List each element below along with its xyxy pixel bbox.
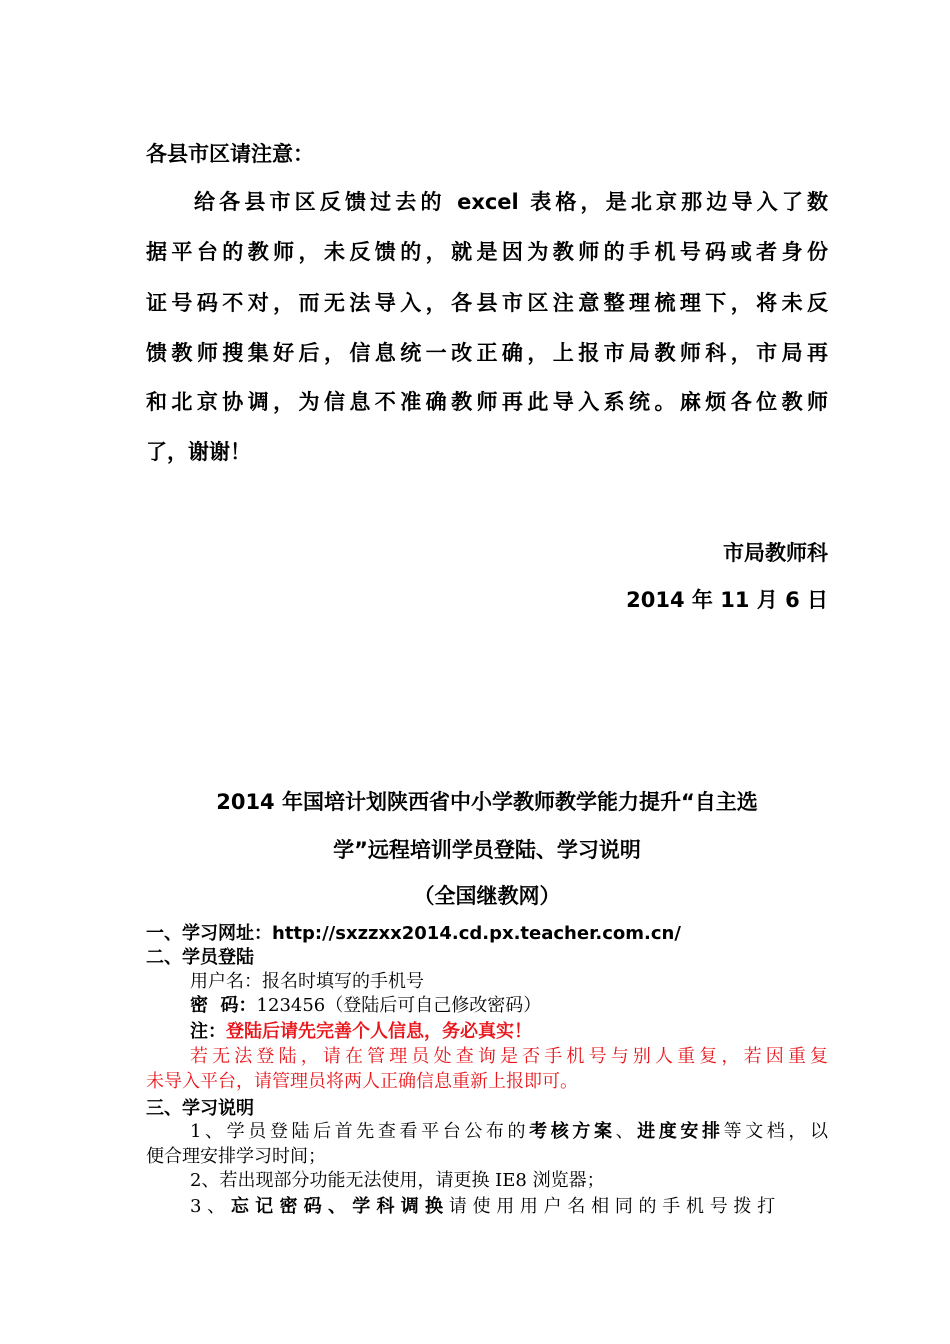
notice-body-line-3: 证号码不对，而无法导入，各县市区注意整理梳理下，将未反	[146, 291, 828, 315]
item-1-line-1	[190, 1120, 828, 1144]
password-line	[190, 994, 828, 1018]
password-value: 123456（登陆后可自己修改密码）	[256, 995, 542, 1016]
item-1-sep: 、	[615, 1121, 638, 1142]
username-line	[190, 970, 828, 994]
guide-title-line-3: （全国继教网）	[413, 884, 561, 908]
guide-title-line-1: 2014 年国培计划陕西省中小学教师教学能力提升“自主选	[216, 790, 758, 814]
notice-greeting: 各县市区请注意：	[146, 142, 314, 166]
item-1-line-2: 便合理安排学习时间；	[146, 1146, 326, 1167]
notice-body-line-6: 了，谢谢！	[146, 440, 251, 464]
notice-body-line-4: 馈教师搜集好后，信息统一改正确，上报市局教师科，市局再	[146, 341, 828, 365]
note-text: 登陆后请先完善个人信息，务必真实！	[226, 1021, 532, 1042]
username-value: 报名时填写的手机号	[262, 971, 424, 992]
item-3-post: 请 使 用 用 户 名 相 同 的 手 机 号 拨 打	[443, 1196, 776, 1217]
item-1-post: 等文档，以	[723, 1121, 829, 1142]
item-1-bold-1: 考核方案	[529, 1121, 616, 1142]
red-note-line-2: 未导入平台，请管理员将两人正确信息重新上报即可。	[146, 1071, 578, 1092]
notice-body-line-2: 据平台的教师，未反馈的，就是因为教师的手机号码或者身份	[146, 240, 828, 264]
item-1-bold-2: 进度安排	[637, 1121, 724, 1142]
note-label: 注：	[190, 1021, 226, 1042]
notice-body-line-1: 给各县市区反馈过去的 excel 表格，是北京那边导入了数	[194, 190, 828, 214]
section-1	[146, 922, 828, 946]
item-1-pre: 1、学员登陆后首先查看平台公布的	[190, 1121, 530, 1142]
note-line	[190, 1020, 828, 1044]
notice-body-line-5: 和北京协调，为信息不准确教师再此导入系统。麻烦各位教师	[146, 390, 828, 414]
username-label: 用户名：	[190, 971, 262, 992]
section-2-heading: 二、学员登陆	[146, 947, 254, 968]
item-3-line-1	[190, 1195, 828, 1219]
guide-title-line-2: 学”远程培训学员登陆、学习说明	[333, 838, 641, 862]
password-label: 密 码：	[190, 995, 257, 1016]
item-3-bold: 忘 记 密 码 、 学 科 调 换	[230, 1196, 444, 1217]
item-3-pre: 3 、	[190, 1196, 231, 1217]
red-note-line-1: 若无法登陆，请在管理员处查询是否手机号与别人重复，若因重复	[190, 1046, 828, 1067]
item-2: 2、若出现部分功能无法使用，请更换 IE8 浏览器；	[190, 1170, 605, 1191]
section-3-heading: 三、学习说明	[146, 1098, 254, 1119]
study-url-link[interactable]: http://sxzzxx2014.cd.px.teacher.com.cn/	[272, 923, 681, 944]
notice-date: 2014 年 11 月 6 日	[626, 588, 828, 612]
notice-signature: 市局教师科	[723, 541, 828, 565]
section-1-label: 一、学习网址：	[146, 923, 272, 944]
